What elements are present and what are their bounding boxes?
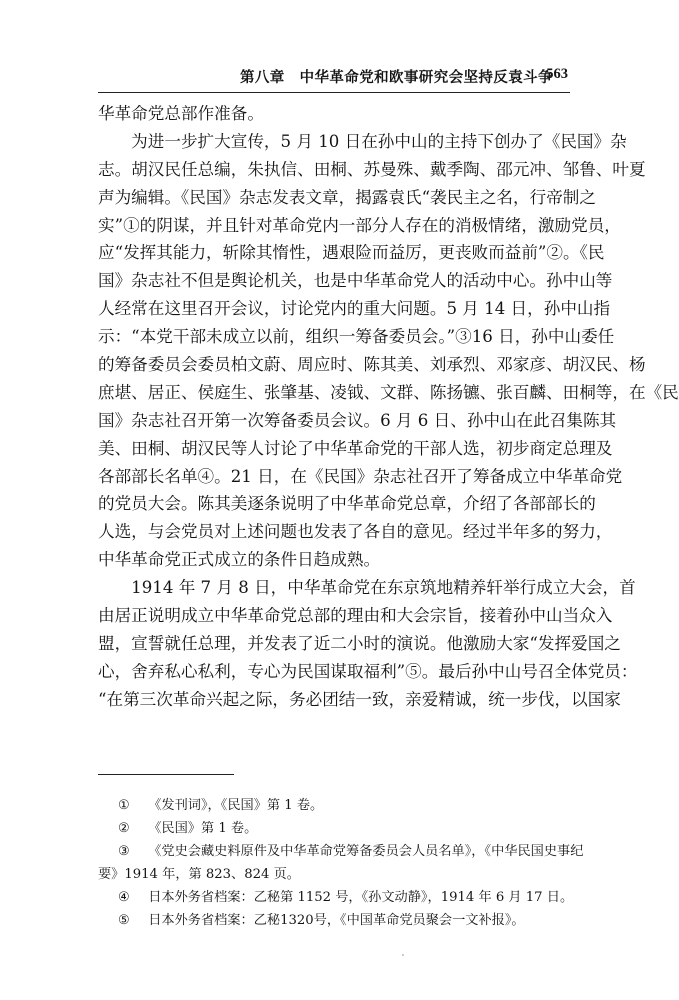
footnote xyxy=(98,886,574,909)
text-line: 实”①的阴谋，并且针对革命党内一部分人存在的消极情绪，激励党员， xyxy=(98,215,621,235)
footnote-marker: ② xyxy=(118,821,130,836)
text-line: 庶堪、居正、侯庭生、张肇基、凌钺、文群、陈扬镳、张百麟、田桐等，在《民 xyxy=(98,382,679,402)
footnote-marker: ① xyxy=(118,798,130,813)
scan-speck xyxy=(402,954,404,956)
footnote-text: 要》1914 年，第 823、824 页。 xyxy=(98,867,300,882)
text-line: 应“发挥其能力，斩除其惰性，遇艰险而益厉，更丧败而益前”②。《民 xyxy=(98,243,605,263)
text-line: 华革命党总部作准备。 xyxy=(98,104,264,123)
text-line: 心，舍弃私心私利，专心为民国谋取福利”⑤。最后孙中山号召全体党员： xyxy=(98,661,638,681)
page-number: 563 xyxy=(546,66,568,82)
footnote-divider xyxy=(98,774,234,775)
footnote-marker: ④ xyxy=(118,890,130,905)
text-line: 的筹备委员会委员柏文蔚、周应时、陈其美、刘承烈、邓家彦、胡汉民、杨 xyxy=(98,355,646,375)
text-line: 的党员大会。陈其美逐条说明了中华革命党总章，介绍了各部部长的 xyxy=(98,494,596,514)
text-line: 人选，与会党员对上述问题也发表了各自的意见。经过半年多的努力， xyxy=(98,522,613,542)
text-line: 国》杂志社不但是舆论机关，也是中华革命党人的活动中心。孙中山等 xyxy=(98,271,613,291)
footnote-text: 《发刊词》，《民国》第 1 卷。 xyxy=(148,798,324,813)
footnote xyxy=(98,817,570,840)
chapter-title: 第八章 中华革命党和欧事研究会坚持反袁斗争 xyxy=(240,69,553,86)
body-text xyxy=(98,100,679,714)
footnote-text: 《民国》第 1 卷。 xyxy=(148,821,258,836)
footnotes xyxy=(98,794,584,932)
running-header xyxy=(98,64,570,93)
footnote-text: 日本外务省档案：乙秘1320号，《中国革命党员聚会一文补报》。 xyxy=(148,913,525,928)
text-line: 各部部长名单④。21 日，在《民国》杂志社召开了筹备成立中华革命党 xyxy=(98,466,623,486)
footnote xyxy=(98,794,570,817)
footnote-marker: ⑤ xyxy=(118,913,130,928)
text-line: 盟，宣誓就任总理，并发表了近二小时的演说。他激励大家“发挥爱国之 xyxy=(98,633,621,653)
text-line: 人经常在这里召开会议，讨论党内的重大问题。5 月 14 日，孙中山指 xyxy=(98,299,611,319)
footnote xyxy=(98,840,584,863)
text-line: “在第三次革命兴起之际，务必团结一致，亲爱精诚，统一步伐，以国家 xyxy=(98,689,621,709)
footnote-text: 日本外务省档案：乙秘第 1152 号，《孙文动静》，1914 年 6 月 17 日。 xyxy=(148,890,574,905)
text-line: 美、田桐、胡汉民等人讨论了中华革命党的干部人选，初步商定总理及 xyxy=(98,438,613,458)
footnote-marker: ③ xyxy=(118,844,130,859)
text-line: 1914 年 7 月 8 日，中华革命党在东京筑地精养轩举行成立大会，首 xyxy=(98,578,636,598)
text-line: 国》杂志社召开第一次筹备委员会议。6 月 6 日、孙中山在此召集陈其 xyxy=(98,410,617,430)
text-line: 示：“本党干部未成立以前，组织一筹备委员会。”③16 日，孙中山委任 xyxy=(98,327,615,347)
text-line: 中华革命党正式成立的条件日趋成熟。 xyxy=(98,550,381,570)
text-line: 志。胡汉民任总编，朱执信、田桐、苏曼殊、戴季陶、邵元冲、邹鲁、叶夏 xyxy=(98,159,646,179)
text-line: 为进一步扩大宣传，5 月 10 日在孙中山的主持下创办了《民国》杂 xyxy=(98,131,627,151)
footnote xyxy=(98,909,570,932)
text-line: 由居正说明成立中华革命党总部的理由和大会宗旨，接着孙中山当众入 xyxy=(98,606,613,626)
text-line: 声为编辑。《民国》杂志发表文章，揭露袁氏“袭民主之名，行帝制之 xyxy=(98,187,596,207)
footnote-text: 《党史会藏史料原件及中华革命党筹备委员会人员名单》，《中华民国史事纪 xyxy=(148,844,584,859)
footnote-continuation xyxy=(98,863,570,886)
